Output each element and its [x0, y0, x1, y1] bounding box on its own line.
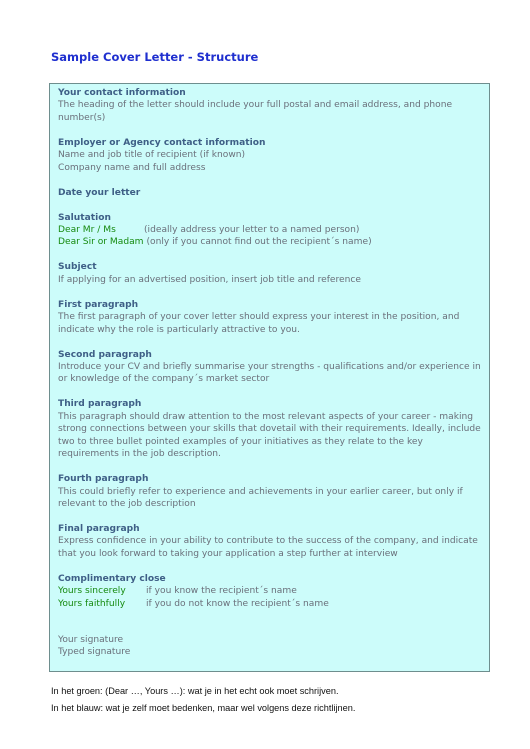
section-second-paragraph	[58, 349, 481, 386]
third-paragraph-heading: Third paragraph	[58, 399, 142, 410]
subject-heading: Subject	[58, 262, 97, 273]
typed-signature-line: Typed signature	[58, 647, 131, 658]
employer-line-1: Name and job title of recipient (if known)	[58, 150, 246, 161]
section-final-paragraph	[58, 523, 481, 560]
date-heading: Date your letter	[58, 187, 141, 198]
section-signature	[58, 634, 481, 659]
note-blue: In het blauw: wat je zelf moet bedenken, maar wel volgens deze richtlijnen.	[51, 703, 356, 713]
section-contact	[58, 87, 481, 124]
second-paragraph-text: Introduce your CV and briefly summarise your strengths - qualifications and/or experience in or knowledge of the company´s market sector	[58, 362, 481, 385]
section-complimentary-close	[58, 573, 481, 610]
fourth-paragraph-text: This could briefly refer to experience and achievements in your earlier career, but only if relevant to the job description	[58, 486, 463, 509]
note-green: In het groen: (Dear …, Yours …): wat je in het echt ook moet schrijven.	[51, 686, 339, 696]
section-employer	[58, 137, 481, 174]
employer-heading: Employer or Agency contact information	[58, 137, 266, 148]
contact-text: The heading of the letter should include your full postal and email address, and phone number(s)	[58, 100, 453, 123]
first-paragraph-heading: First paragraph	[58, 299, 139, 310]
salutation-note-2: (only if you cannot find out the recipient´s name)	[146, 237, 372, 248]
final-paragraph-text: Express confidence in your ability to contribute to the success of the company, and indicate that you look forward to taking your application a step further at interview	[58, 536, 478, 559]
salutation-option-2	[58, 236, 481, 248]
fourth-paragraph-heading: Fourth paragraph	[58, 474, 149, 485]
close-option-1	[58, 585, 481, 597]
final-paragraph-heading: Final paragraph	[58, 523, 140, 534]
close-option-2	[58, 598, 481, 610]
subject-text: If applying for an advertised position, insert job title and reference	[58, 274, 361, 285]
section-salutation	[58, 212, 481, 249]
first-paragraph-text: The first paragraph of your cover letter should express your interest in the position, and indicate why the role is particularly attractive to you.	[58, 312, 460, 335]
structure-box	[49, 83, 490, 672]
section-subject	[58, 261, 481, 286]
salutation-greeting-1: Dear Mr / Ms	[58, 225, 116, 236]
page-title: Sample Cover Letter - Structure	[51, 50, 259, 64]
close-heading: Complimentary close	[58, 573, 166, 584]
salutation-heading: Salutation	[58, 212, 111, 223]
third-paragraph-text: This paragraph should draw attention to the most relevant aspects of your career - making strong connections between your skills that dovetail with their requirements. Ideally, include two to three bullet pointed examples of your initiatives as they relate to the key requirements in the job description.	[58, 411, 481, 460]
close-note-2: if you do not know the recipient´s name	[146, 598, 329, 609]
second-paragraph-heading: Second paragraph	[58, 349, 152, 360]
signature-line: Your signature	[58, 634, 124, 645]
salutation-note-1: (ideally address your letter to a named person)	[144, 225, 360, 236]
close-phrase-1: Yours sincerely	[58, 586, 126, 597]
salutation-greeting-2: Dear Sir or Madam	[58, 237, 144, 248]
employer-line-2: Company name and full address	[58, 162, 206, 173]
close-note-1: if you know the recipient´s name	[146, 586, 297, 597]
section-date	[58, 187, 481, 199]
close-phrase-2: Yours faithfully	[58, 598, 126, 609]
section-third-paragraph	[58, 398, 481, 460]
section-first-paragraph	[58, 299, 481, 336]
salutation-option-1	[58, 224, 481, 236]
section-fourth-paragraph	[58, 473, 481, 510]
contact-heading: Your contact information	[58, 88, 186, 98]
